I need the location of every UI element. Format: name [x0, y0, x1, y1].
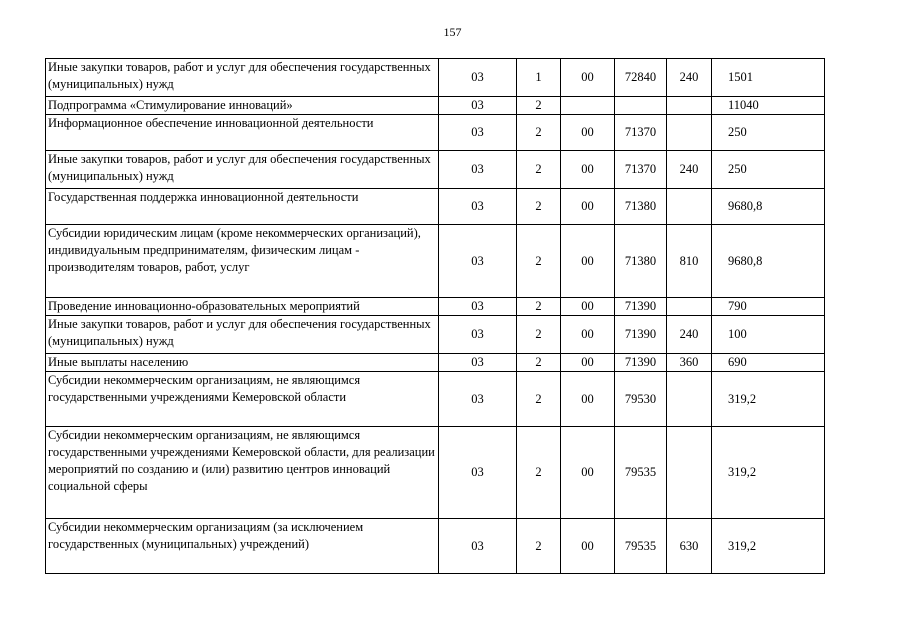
row-description: Иные выплаты населению [46, 354, 439, 372]
amount-value: 250 [712, 151, 825, 189]
section-code: 03 [439, 427, 517, 519]
amount-value: 11040 [712, 97, 825, 115]
section-code: 03 [439, 151, 517, 189]
program-code: 00 [561, 225, 615, 298]
subsection-code: 2 [517, 97, 561, 115]
table-row [46, 354, 825, 372]
expense-type-code: 360 [667, 354, 712, 372]
expense-type-code [667, 97, 712, 115]
subsection-code: 1 [517, 59, 561, 97]
row-description: Иные закупки товаров, работ и услуг для обеспечения государственных (муниципальных) нужд [46, 151, 439, 189]
section-code: 03 [439, 59, 517, 97]
expense-type-code: 240 [667, 316, 712, 354]
subsection-code: 2 [517, 316, 561, 354]
expense-type-code: 240 [667, 151, 712, 189]
table-body [46, 59, 825, 574]
expense-type-code: 810 [667, 225, 712, 298]
row-description: Субсидии некоммерческим организациям, не являющимся государственными учреждениями Кемеровской области, для реализации мероприятий по созданию и (или) развитию центров инноваций социальной сферы [46, 427, 439, 519]
expense-type-code [667, 115, 712, 151]
table-row [46, 97, 825, 115]
subsection-code: 2 [517, 115, 561, 151]
section-code: 03 [439, 225, 517, 298]
section-code: 03 [439, 97, 517, 115]
program-code [561, 97, 615, 115]
table-row [46, 316, 825, 354]
table-row [46, 151, 825, 189]
target-item-code: 71370 [615, 115, 667, 151]
row-description: Проведение инновационно-образовательных мероприятий [46, 298, 439, 316]
amount-value: 319,2 [712, 372, 825, 427]
amount-value: 9680,8 [712, 225, 825, 298]
expense-type-code: 630 [667, 519, 712, 574]
section-code: 03 [439, 372, 517, 427]
table-row [46, 59, 825, 97]
subsection-code: 2 [517, 354, 561, 372]
table-row [46, 427, 825, 519]
program-code: 00 [561, 354, 615, 372]
amount-value: 319,2 [712, 427, 825, 519]
program-code: 00 [561, 427, 615, 519]
row-description: Субсидии некоммерческим организациям (за исключением государственных (муниципальных) учреждений) [46, 519, 439, 574]
section-code: 03 [439, 298, 517, 316]
target-item-code: 71390 [615, 316, 667, 354]
target-item-code: 79530 [615, 372, 667, 427]
subsection-code: 2 [517, 189, 561, 225]
target-item-code: 71380 [615, 189, 667, 225]
subsection-code: 2 [517, 225, 561, 298]
target-item-code: 79535 [615, 427, 667, 519]
target-item-code: 72840 [615, 59, 667, 97]
amount-value: 1501 [712, 59, 825, 97]
target-item-code: 71380 [615, 225, 667, 298]
subsection-code: 2 [517, 427, 561, 519]
expense-type-code [667, 298, 712, 316]
program-code: 00 [561, 189, 615, 225]
program-code: 00 [561, 151, 615, 189]
program-code: 00 [561, 115, 615, 151]
target-item-code: 71390 [615, 354, 667, 372]
target-item-code [615, 97, 667, 115]
row-description: Подпрограмма «Стимулирование инноваций» [46, 97, 439, 115]
expense-type-code [667, 189, 712, 225]
table-row [46, 372, 825, 427]
subsection-code: 2 [517, 519, 561, 574]
subsection-code: 2 [517, 151, 561, 189]
row-description: Субсидии юридическим лицам (кроме некоммерческих организаций), индивидуальным предпринимателям, физическим лицам - производителям товаров, работ, услуг [46, 225, 439, 298]
program-code: 00 [561, 519, 615, 574]
table-row [46, 519, 825, 574]
program-code: 00 [561, 59, 615, 97]
row-description: Информационное обеспечение инновационной деятельности [46, 115, 439, 151]
row-description: Иные закупки товаров, работ и услуг для обеспечения государственных (муниципальных) нужд [46, 316, 439, 354]
section-code: 03 [439, 519, 517, 574]
expense-type-code: 240 [667, 59, 712, 97]
row-description: Государственная поддержка инновационной деятельности [46, 189, 439, 225]
subsection-code: 2 [517, 298, 561, 316]
section-code: 03 [439, 189, 517, 225]
expense-type-code [667, 372, 712, 427]
program-code: 00 [561, 298, 615, 316]
program-code: 00 [561, 372, 615, 427]
subsection-code: 2 [517, 372, 561, 427]
amount-value: 250 [712, 115, 825, 151]
section-code: 03 [439, 354, 517, 372]
amount-value: 319,2 [712, 519, 825, 574]
table-row [46, 115, 825, 151]
amount-value: 9680,8 [712, 189, 825, 225]
expense-type-code [667, 427, 712, 519]
budget-table [45, 58, 825, 574]
table-row [46, 189, 825, 225]
section-code: 03 [439, 316, 517, 354]
target-item-code: 71370 [615, 151, 667, 189]
amount-value: 690 [712, 354, 825, 372]
program-code: 00 [561, 316, 615, 354]
row-description: Субсидии некоммерческим организациям, не являющимся государственными учреждениями Кемеровской области [46, 372, 439, 427]
target-item-code: 71390 [615, 298, 667, 316]
amount-value: 790 [712, 298, 825, 316]
amount-value: 100 [712, 316, 825, 354]
row-description: Иные закупки товаров, работ и услуг для обеспечения государственных (муниципальных) нужд [46, 59, 439, 97]
section-code: 03 [439, 115, 517, 151]
table-row [46, 298, 825, 316]
target-item-code: 79535 [615, 519, 667, 574]
page-number: 157 [443, 25, 462, 39]
table-row [46, 225, 825, 298]
